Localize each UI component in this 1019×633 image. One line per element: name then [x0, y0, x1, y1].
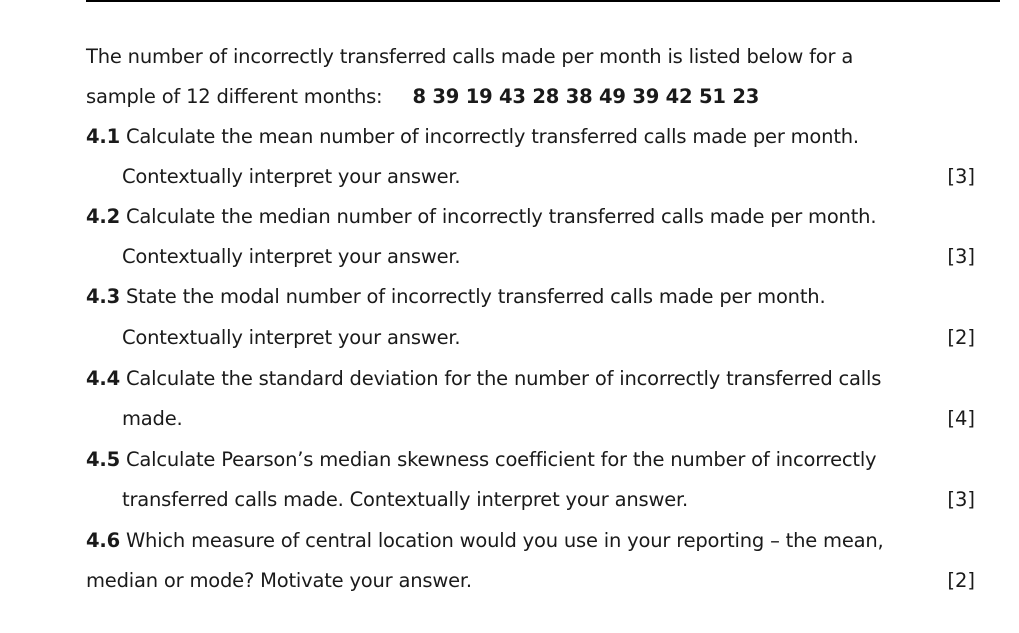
question-4-1-line-2 — [122, 157, 460, 197]
question-text-cont: made. — [122, 407, 183, 430]
marks-4-6: [2] — [947, 569, 975, 592]
question-text-cont: transferred calls made. Contextually interpret your answer. — [122, 488, 689, 511]
question-text: Calculate the standard deviation for the number of incorrectly transferred calls — [125, 367, 882, 390]
intro-line-1 — [86, 37, 853, 77]
question-number: 4.6 — [86, 529, 120, 552]
marks-4-1: [3] — [947, 165, 975, 188]
question-number: 4.1 — [86, 125, 120, 148]
question-text: State the modal number of incorrectly transferred calls made per month. — [125, 285, 826, 308]
question-4-3-line-1 — [86, 277, 825, 317]
question-text: Calculate the mean number of incorrectly transferred calls made per month. — [125, 125, 859, 148]
question-text-cont: Contextually interpret your answer. — [122, 165, 461, 188]
question-4-5-line-1 — [86, 440, 876, 480]
question-4-2-line-1 — [86, 197, 876, 237]
question-4-4-line-1 — [86, 359, 881, 399]
intro-text-1: The number of incorrectly transferred calls made per month is listed below for a — [86, 45, 854, 68]
question-4-1-line-1 — [86, 117, 859, 157]
marks-4-2: [3] — [947, 245, 975, 268]
question-4-6-line-1 — [86, 521, 884, 561]
question-text: Calculate Pearson’s median skewness coefficient for the number of incorrectly — [125, 448, 877, 471]
question-number: 4.3 — [86, 285, 120, 308]
marks-4-4: [4] — [947, 407, 975, 430]
question-4-6-line-2 — [86, 561, 472, 601]
question-4-3-line-2 — [122, 318, 460, 358]
question-text: Which measure of central location would you use in your reporting – the mean, — [125, 529, 884, 552]
question-text-cont: Contextually interpret your answer. — [122, 245, 461, 268]
question-4-2-line-2 — [122, 237, 460, 277]
question-number: 4.2 — [86, 205, 120, 228]
question-4-5-line-2 — [122, 480, 688, 520]
question-text: Calculate the median number of incorrectly transferred calls made per month. — [125, 205, 877, 228]
top-rule — [86, 0, 1000, 2]
question-4-4-line-2 — [122, 399, 183, 439]
question-number: 4.5 — [86, 448, 120, 471]
intro-text-2: sample of 12 different months: — [86, 85, 383, 108]
question-text-cont: median or mode? Motivate your answer. — [86, 569, 472, 592]
intro-line-2 — [86, 77, 759, 117]
marks-4-5: [3] — [947, 488, 975, 511]
question-text-cont: Contextually interpret your answer. — [122, 326, 461, 349]
question-number: 4.4 — [86, 367, 120, 390]
marks-4-3: [2] — [947, 326, 975, 349]
data-values: 8 39 19 43 28 38 49 39 42 51 23 — [412, 85, 760, 108]
